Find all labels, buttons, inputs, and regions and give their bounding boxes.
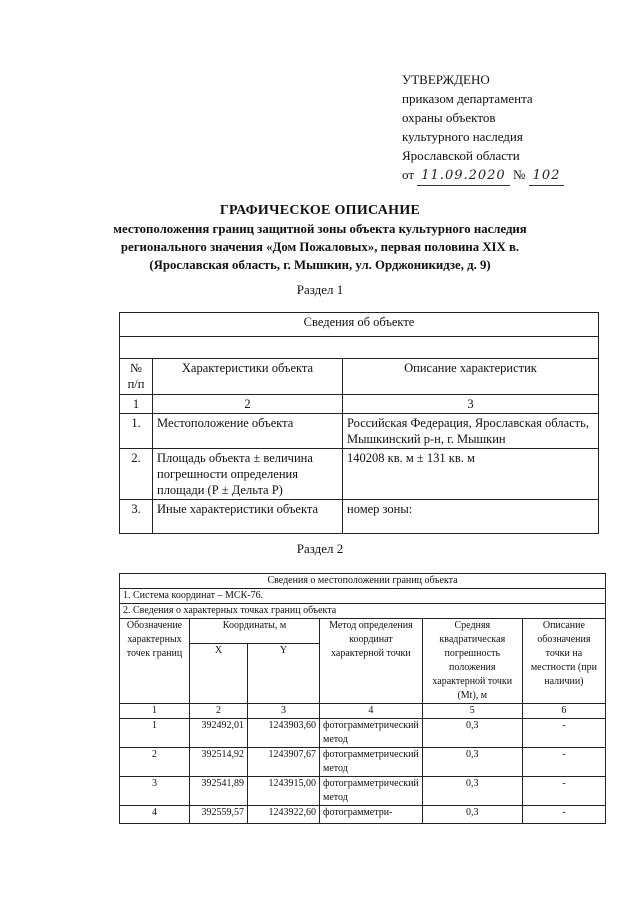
approval-heading: УТВЕРЖДЕНО — [402, 72, 490, 87]
point-method: фотограмметрический метод — [320, 719, 423, 748]
document-subtitle — [0, 220, 640, 274]
subtitle-line: местоположения границ защитной зоны объекта культурного наследия — [113, 222, 527, 236]
point-desc: - — [522, 806, 605, 824]
subtitle-line: (Ярославская область, г. Мышкин, ул. Орджоникидзе, д. 9) — [149, 258, 491, 272]
col-num: 5 — [422, 704, 522, 719]
col-header-num: № п/п — [120, 359, 153, 395]
table-row — [120, 777, 606, 806]
table-row — [120, 806, 606, 824]
point-mt: 0,3 — [422, 748, 522, 777]
point-y: 1243907,67 — [248, 748, 320, 777]
col-num: 1 — [120, 704, 190, 719]
point-mt: 0,3 — [422, 806, 522, 824]
point-mt: 0,3 — [422, 777, 522, 806]
row-characteristic: Иные характеристики объекта — [153, 500, 343, 534]
col-num: 3 — [248, 704, 320, 719]
document-title: ГРАФИЧЕСКОЕ ОПИСАНИЕ — [219, 203, 421, 218]
point-desc: - — [522, 748, 605, 777]
section2-heading: Раздел 2 — [296, 541, 344, 556]
approval-no: № — [512, 167, 526, 182]
point-method: фотограмметрический метод — [320, 777, 423, 806]
approval-line: Ярославской области — [402, 148, 520, 163]
col-num: 3 — [343, 395, 599, 414]
table-title: Сведения о местоположении границ объекта — [120, 574, 606, 589]
coordinate-system: 1. Система координат – МСК-76. — [120, 589, 606, 604]
col-header-method: Метод определения координат характерной точки — [320, 619, 423, 704]
point-id: 1 — [120, 719, 190, 748]
table-title: Сведения об объекте — [120, 313, 599, 337]
point-desc: - — [522, 719, 605, 748]
approval-line: приказом департамента — [402, 91, 533, 106]
point-method: фотограмметрический метод — [320, 748, 423, 777]
point-y: 1243903,60 — [248, 719, 320, 748]
point-id: 4 — [120, 806, 190, 824]
row-number: 1. — [120, 414, 153, 449]
col-header-characteristic: Характеристики объекта — [153, 359, 343, 395]
point-id: 2 — [120, 748, 190, 777]
subtitle-line: регионального значения «Дом Пожаловых», первая половина XIX в. — [120, 240, 520, 254]
col-header-designation: Обозначение характерных точек границ — [120, 619, 190, 704]
col-header-description: Описание обозначения точки на местности (при наличии) — [522, 619, 605, 704]
approval-number: 102 — [529, 166, 565, 186]
row-characteristic: Площадь объекта ± величина погрешности определения площади (Р ± Дельта Р) — [153, 449, 343, 500]
point-x: 392514,92 — [190, 748, 248, 777]
point-mt: 0,3 — [422, 719, 522, 748]
approval-line: культурного наследия — [402, 129, 523, 144]
row-value: номер зоны: — [343, 500, 599, 534]
approval-date: 11.09.2020 — [417, 166, 509, 186]
table-row — [120, 414, 599, 449]
row-value: Российская Федерация, Ярославская область, Мышкинский р-н, г. Мышкин — [343, 414, 599, 449]
table-row — [120, 500, 599, 534]
row-characteristic: Местоположение объекта — [153, 414, 343, 449]
row-value: 140208 кв. м ± 131 кв. м — [343, 449, 599, 500]
approval-line: охраны объектов — [402, 110, 496, 125]
approval-ot: от — [402, 167, 415, 182]
point-x: 392541,89 — [190, 777, 248, 806]
point-id: 3 — [120, 777, 190, 806]
boundary-points-table — [119, 573, 606, 824]
section1-heading: Раздел 1 — [296, 282, 344, 297]
point-x: 392559,57 — [190, 806, 248, 824]
col-num: 1 — [120, 395, 153, 414]
col-header-x: X — [190, 644, 248, 704]
point-desc: - — [522, 777, 605, 806]
col-num: 6 — [522, 704, 605, 719]
col-header-y: Y — [248, 644, 320, 704]
point-y: 1243922,60 — [248, 806, 320, 824]
col-num: 2 — [153, 395, 343, 414]
col-num: 2 — [190, 704, 248, 719]
object-info-table — [119, 312, 599, 534]
col-header-coords: Координаты, м — [190, 619, 320, 644]
point-method: фотограмметри- — [320, 806, 423, 824]
col-header-description: Описание характеристик — [343, 359, 599, 395]
row-number: 2. — [120, 449, 153, 500]
row-number: 3. — [120, 500, 153, 534]
point-y: 1243915,00 — [248, 777, 320, 806]
points-title: 2. Сведения о характерных точках границ объекта — [120, 604, 606, 619]
point-x: 392492,01 — [190, 719, 248, 748]
col-header-error: Средняя квадратическая погрешность положения характерной точки (Mt), м — [422, 619, 522, 704]
table-spacer — [120, 337, 599, 359]
col-num: 4 — [320, 704, 423, 719]
table-row — [120, 449, 599, 500]
table-row — [120, 719, 606, 748]
approval-block — [402, 70, 564, 186]
approval-date-line — [402, 165, 564, 186]
table-row — [120, 748, 606, 777]
